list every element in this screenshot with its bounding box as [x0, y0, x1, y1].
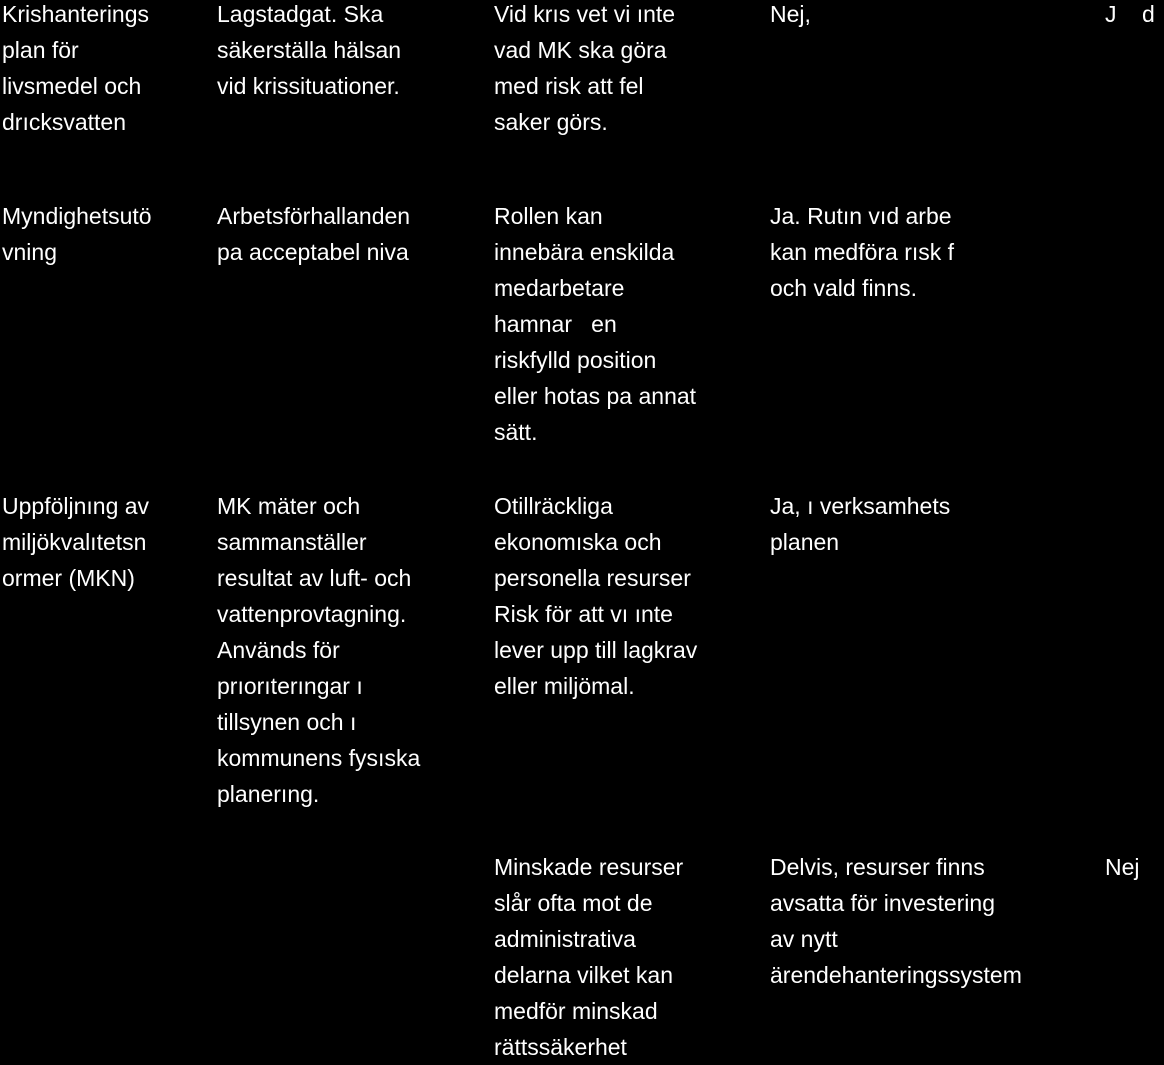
control-cell — [770, 0, 1090, 32]
cell-line: prıorıterıngar ı — [217, 673, 363, 699]
cell-line: Minskade resurser — [494, 854, 684, 880]
goal-cell — [217, 0, 477, 104]
cell-line: Krishanterings — [2, 1, 150, 27]
cell-line: vid krissituationer. — [217, 73, 400, 99]
cell-line: planerıng. — [217, 781, 320, 807]
cell-line: vning — [2, 239, 57, 265]
cell-line: Otillräckliga — [494, 493, 613, 519]
cell-line: Nej — [1105, 854, 1140, 880]
cell-line: MK mäter och — [217, 493, 361, 519]
cell-line: medför minskad — [494, 998, 658, 1024]
cell-line: Arbetsförhallanden — [217, 203, 411, 229]
risk-cell — [494, 0, 754, 140]
cell-line: hamnar en — [494, 311, 617, 337]
cell-line: ormer (MKN) — [2, 565, 135, 591]
cell-line: Delvis, resurser finns — [770, 854, 985, 880]
cell-line: innebära enskilda — [494, 239, 675, 265]
cell-line: ärendehanteringssystem — [770, 962, 1022, 988]
extra-cell — [1105, 0, 1164, 32]
cell-line: J d — [1105, 1, 1155, 27]
cell-line: Ja. Rutın vıd arbe — [770, 203, 952, 229]
cell-line: pa acceptabel niva — [217, 239, 409, 265]
cell-line: eller hotas pa annat — [494, 383, 697, 409]
cell-line: vattenprovtagning. — [217, 601, 407, 627]
cell-line: rättssäkerhet — [494, 1034, 627, 1060]
cell-line: sammanställer — [217, 529, 367, 555]
cell-line: Rollen kan — [494, 203, 603, 229]
cell-line: resultat av luft- och — [217, 565, 412, 591]
cell-line: sätt. — [494, 419, 538, 445]
cell-line: säkerställa hälsan — [217, 37, 402, 63]
cell-line: Risk för att vı ınte — [494, 601, 673, 627]
control-cell — [770, 488, 1090, 560]
control-cell — [770, 849, 1090, 993]
cell-line: ekonomıska och — [494, 529, 662, 555]
cell-line: Myndighetsutö — [2, 203, 152, 229]
activity-cell — [2, 0, 192, 140]
control-cell — [770, 198, 1090, 306]
cell-line: delarna vilket kan — [494, 962, 673, 988]
cell-line: avsatta för investering — [770, 890, 996, 916]
cell-line: Vid krıs vet vi ınte — [494, 1, 676, 27]
cell-line: miljökvalıtetsn — [2, 529, 147, 555]
cell-line: tillsynen och ı — [217, 709, 357, 735]
cell-line: Uppföljnıng av — [2, 493, 150, 519]
cell-line: drıcksvatten — [2, 109, 126, 135]
cell-line: saker görs. — [494, 109, 608, 135]
cell-line: av nytt — [770, 926, 838, 952]
cell-line: administrativa — [494, 926, 636, 952]
cell-line: Lagstadgat. Ska — [217, 1, 384, 27]
cell-line: medarbetare — [494, 275, 625, 301]
cell-line: planen — [770, 529, 840, 555]
extra-cell — [1105, 849, 1164, 885]
cell-line: livsmedel och — [2, 73, 142, 99]
cell-line: kan medföra rısk f — [770, 239, 955, 265]
cell-line: slår ofta mot de — [494, 890, 653, 916]
cell-line: riskfylld position — [494, 347, 657, 373]
cell-line: plan för — [2, 37, 79, 63]
cell-line: och vald finns. — [770, 275, 918, 301]
cell-line: lever upp till lagkrav — [494, 637, 698, 663]
goal-cell — [217, 198, 477, 270]
cell-line: personella resurser — [494, 565, 691, 591]
cell-line: vad MK ska göra — [494, 37, 667, 63]
goal-cell — [217, 488, 477, 812]
risk-cell — [494, 198, 754, 450]
activity-cell — [2, 488, 192, 596]
cell-line: kommunens fysıska — [217, 745, 421, 771]
cell-line: med risk att fel — [494, 73, 644, 99]
cell-line: eller miljömal. — [494, 673, 635, 699]
cell-line: Ja, ı verksamhets — [770, 493, 951, 519]
cell-line: Nej, — [770, 1, 811, 27]
risk-cell — [494, 488, 754, 704]
cell-line: Används för — [217, 637, 340, 663]
activity-cell — [2, 198, 192, 270]
risk-cell — [494, 849, 754, 1065]
